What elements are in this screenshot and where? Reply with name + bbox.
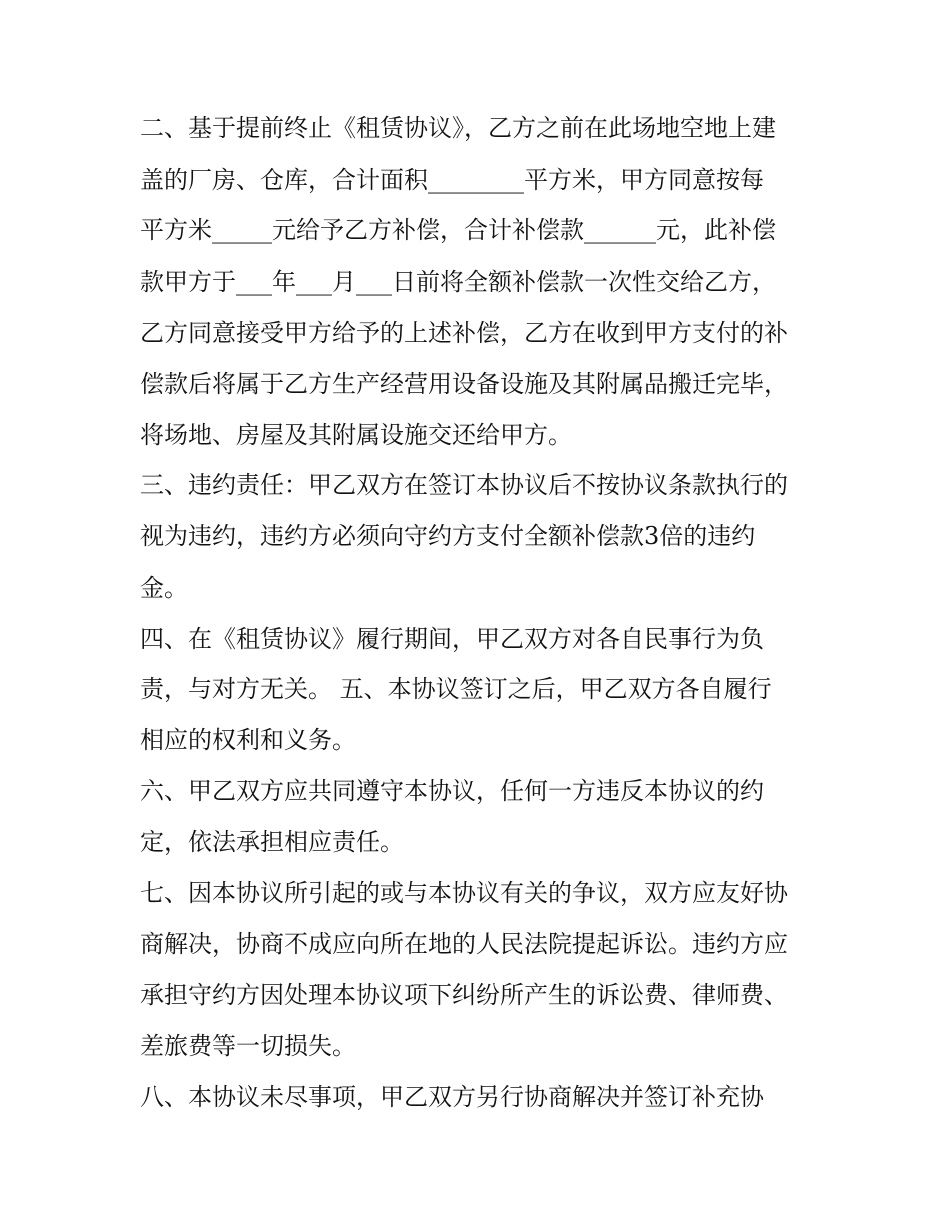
text-line: 偿款后将属于乙方生产经营用设备设施及其附属品搬迁完毕， (140, 370, 788, 398)
text-line: 二、基于提前终止《租赁协议》，乙方之前在此场地空地上建 (140, 114, 776, 142)
text-line: 将场地、房屋及其附属设施交还给甲方。 (140, 421, 572, 449)
text-line: 视为违约，违约方必须向守约方支付全额补偿款3倍的违约 (140, 522, 756, 550)
text-line: 商解决，协商不成应向所在地的人民法院提起诉讼。违约方应 (140, 930, 788, 958)
text-line: 相应的权利和义务。 (140, 726, 356, 754)
text-line: 盖的厂房、仓库，合计面积________平方米，甲方同意按每 (140, 166, 764, 194)
text-line: 八、本协议未尽事项，甲乙双方另行协商解决并签订补充协 (140, 1083, 764, 1111)
text-line: 四、在《租赁协议》履行期间，甲乙双方对各自民事行为负 (140, 625, 764, 653)
text-line: 责，与对方无关。 五、本协议签订之后，甲乙双方各自履行 (140, 675, 772, 703)
text-line: 金。 (140, 574, 188, 602)
text-line: 六、甲乙双方应共同遵守本协议，任何一方违反本协议的约 (140, 777, 764, 805)
text-line: 款甲方于___年___月___日前将全额补偿款一次性交给乙方， (140, 268, 776, 296)
text-line: 三、违约责任：甲乙双方在签订本协议后不按协议条款执行的 (140, 471, 788, 499)
text-line: 平方米_____元给予乙方补偿，合计补偿款______元，此补偿 (140, 216, 776, 244)
text-line: 乙方同意接受甲方给予的上述补偿，乙方在收到甲方支付的补 (140, 319, 788, 347)
text-line: 承担守约方因处理本协议项下纠纷所产生的诉讼费、律师费、 (140, 981, 788, 1009)
text-line: 定，依法承担相应责任。 (140, 828, 404, 856)
text-line: 差旅费等一切损失。 (140, 1032, 356, 1060)
text-line: 七、因本协议所引起的或与本协议有关的争议，双方应友好协 (140, 879, 788, 907)
